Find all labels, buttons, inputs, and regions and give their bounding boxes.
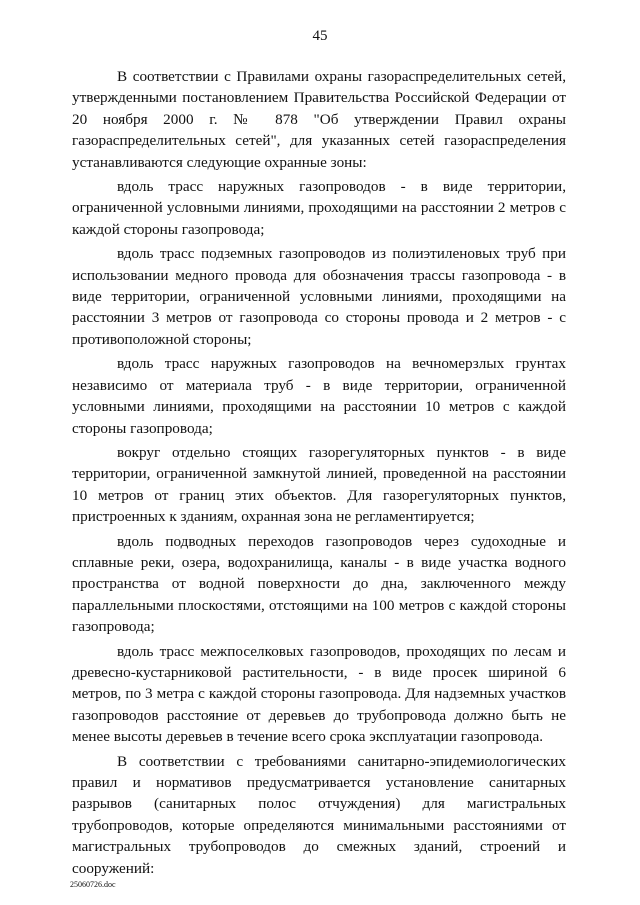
paragraph: вдоль трасс межпоселковых газопроводов, проходящих по лесам и древесно-кустарниковой растительности, - в виде просек шириной 6 метров, по 3 метра с каждой стороны газопровода. Для надземных участков газопроводов расстояние от деревьев до трубопровода должно быть не менее высоты деревьев в течение всего срока эксплуатации газопровода. bbox=[72, 642, 566, 746]
paragraph: В соответствии с Правилами охраны газораспределительных сетей, утвержденными постановлением Правительства Российской Федерации от 20 ноября 2000 г. № 878 "Об утверждении Правил охраны газораспределительных сетей", для указанных сетей газораспределения устанавливаются следующие охранные зоны: bbox=[72, 68, 566, 171]
paragraph: вдоль трасс подземных газопроводов из полиэтиленовых труб при использовании медного провода для обозначения трассы газопровода - в виде территории, ограниченной условными линиями, проходящими на расстоянии 3 метров от газопровода со стороны провода и 2 метров - с противоположной стороны; bbox=[72, 245, 566, 348]
page-number: 45 bbox=[312, 28, 328, 44]
footer-file-code: 25060726.doc bbox=[70, 880, 116, 889]
paragraph: вдоль подводных переходов газопроводов через судоходные и сплавные реки, озера, водохранилища, каналы - в виде участка водного пространства от водной поверхности до дна, заключенного между параллельными плоскостями, отстоящими на 100 метров с каждой стороны газопровода; bbox=[72, 532, 566, 636]
paragraph: вдоль трасс наружных газопроводов на вечномерзлых грунтах независимо от материала труб - в виде территории, ограниченной условными линиями, проходящими на расстоянии 10 метров с каждой стороны газопровода; bbox=[72, 355, 566, 437]
paragraph: вдоль трасс наружных газопроводов - в виде территории, ограниченной условными линиями, проходящими на расстоянии 2 метров с каждой стороны газопровода; bbox=[72, 178, 566, 238]
paragraph: вокруг отдельно стоящих газорегуляторных пунктов - в виде территории, ограниченной замкнутой линией, проведенной на расстоянии 10 метров от границ этих объектов. Для газорегуляторных пунктов, пристроенных к зданиям, охранная зона не регламентируется; bbox=[72, 443, 566, 526]
paragraph: В соответствии с требованиями санитарно-эпидемиологических правил и нормативов предусматривается установление санитарных разрывов (санитарных полос отчуждения) для магистральных трубопроводов, которые определяются минимальными расстояниями от магистральных трубопроводов до смежных зданий, строений и сооружений: bbox=[72, 752, 566, 877]
body-text bbox=[72, 66, 566, 879]
